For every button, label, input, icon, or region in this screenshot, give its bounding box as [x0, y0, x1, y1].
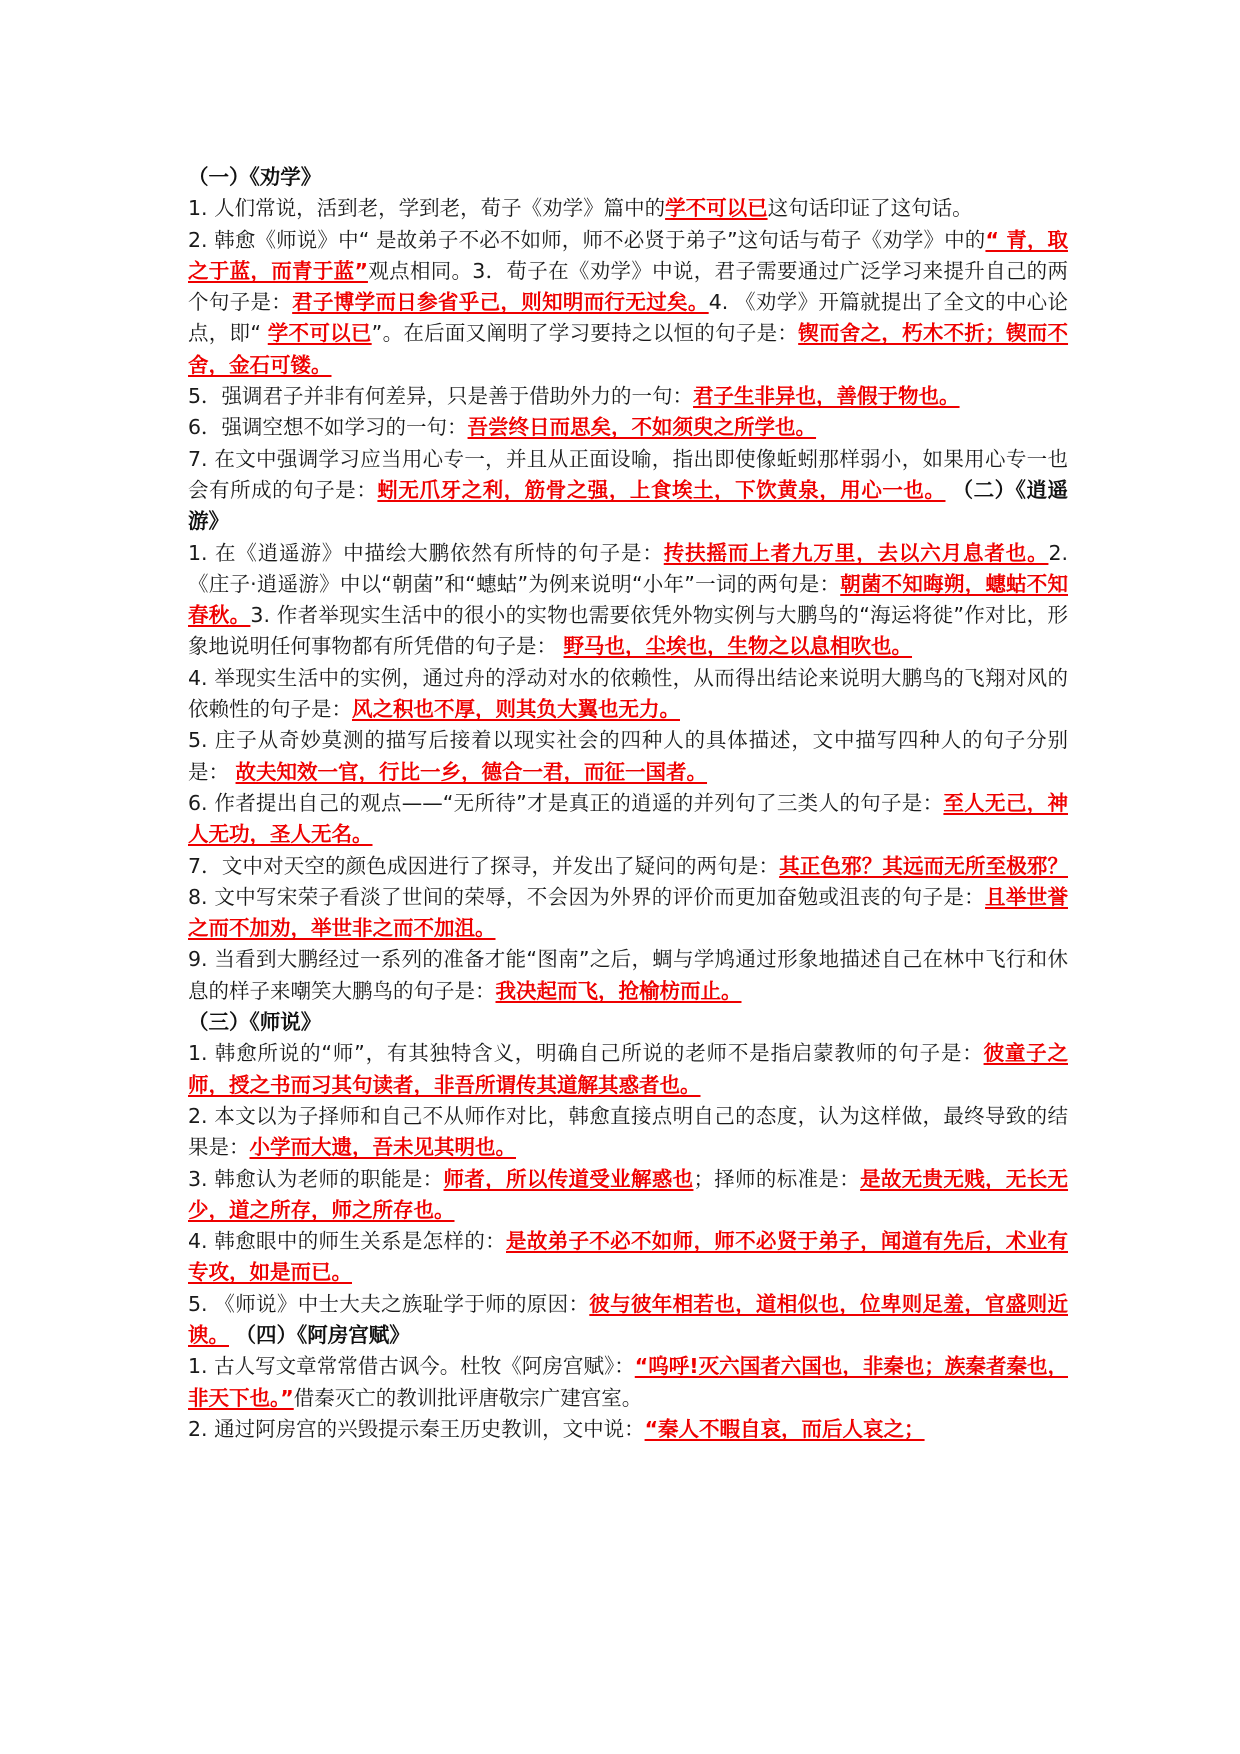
- document-page: [188, 162, 1068, 1445]
- answer-text: 是故弟子不必不如师，师不必贤于弟子，闻道有先后，术业有专攻，如是而已。: [188, 1229, 1069, 1285]
- answer-text: “呜呼!灭六国者六国也，非秦也；族秦者秦也，非天下也。”: [188, 1354, 1068, 1410]
- question-text: 8. 文中写宋荣子看淡了世间的荣辱，不会因为外界的评价而更加奋勉或沮丧的句子是：: [188, 884, 986, 909]
- question-text: 5. 庄子从奇妙莫测的描写后接着以现实社会的四种人的具体描述，文中描写四种人的句子分别是：: [188, 728, 1068, 784]
- paragraph: [188, 725, 1068, 788]
- section-heading: （一）《劝学》: [188, 165, 322, 189]
- paragraph: [188, 193, 1068, 224]
- question-text: 2. 韩愈《师说》中“ 是故弟子不必不如师，师不必贤于弟子”这句话与荀子《劝学》中的: [188, 227, 986, 252]
- answer-text: 我决起而飞，抢榆枋而止。: [495, 978, 742, 1003]
- answer-text: 君子博学而日参省乎己，则知明而行无过矣。: [292, 290, 709, 315]
- paragraph: [188, 663, 1068, 726]
- section-heading: （四）《阿房宫赋》: [235, 1322, 410, 1347]
- paragraph: [188, 1289, 1068, 1352]
- answer-text: 抟扶摇而上者九万里，去以六月息者也。: [663, 540, 1049, 565]
- paragraph: [188, 381, 1068, 412]
- question-text: 6. 作者提出自己的观点——“无所待”才是真正的逍遥的并列句了三类人的句子是：: [188, 790, 944, 815]
- answer-text: 其正色邪？其远而无所至极邪？: [779, 853, 1068, 878]
- question-text: 2. 《庄子·逍遥游》中以“朝菌”和“蟪蛄”为例来说明“小年”一词的两句是：: [188, 540, 1068, 596]
- question-text: 1. 人们常说，活到老，学到老，荀子《劝学》篇中的: [188, 196, 666, 221]
- answer-text: 且举世誉之而不加劝，举世非之而不加沮。: [188, 884, 1068, 941]
- answer-text: 学不可以已: [665, 196, 768, 221]
- paragraph: [188, 538, 1068, 663]
- question-text: 1. 在《逍遥游》中描绘大鹏依然有所恃的句子是：: [188, 540, 664, 565]
- question-text: 5．强调君子并非有何差异，只是善于借助外力的一句：: [188, 384, 694, 409]
- question-text: 5. 《师说》中士大夫之族耻学于师的原因：: [188, 1291, 590, 1316]
- question-text: 4. 韩愈眼中的师生关系是怎样的：: [188, 1229, 506, 1254]
- paragraph: [188, 851, 1068, 945]
- answer-text: 君子生非异也，善假于物也。: [693, 384, 960, 409]
- question-text: 1. 古人写文章常常借古讽今。杜牧《阿房宫赋》：: [188, 1354, 635, 1379]
- answer-text: 锲而舍之，朽木不折；锲而不舍，金石可镂。: [188, 321, 1069, 377]
- answer-text: 是故无贵无贱，无长无少，道之所存，师之所存也。: [188, 1166, 1069, 1222]
- question-text: 7．文中对天空的颜色成因进行了探寻，并发出了疑问的两句是：: [188, 853, 780, 878]
- answer-text: 学不可以已: [267, 321, 372, 346]
- paragraph: [188, 1101, 1068, 1164]
- question-text: 借秦灭亡的教训批评唐敬宗广建宫室。: [293, 1385, 643, 1410]
- question-text: ；择师的标准是：: [693, 1166, 861, 1191]
- answer-text: 风之积也不厚，则其负大翼也无力。: [352, 697, 680, 722]
- paragraph: [188, 1164, 1068, 1227]
- answer-text: 朝菌不知晦朔，蟪蛄不知春秋。: [188, 571, 1068, 628]
- paragraph: [188, 944, 1068, 1007]
- paragraph: [188, 1414, 1068, 1445]
- answer-text: 至人无己，神人无功，圣人无名。: [188, 790, 1068, 847]
- answer-text: 吾尝终日而思矣，不如须臾之所学也。: [467, 415, 817, 440]
- question-text: ”。在后面又阐明了学习要持之以恒的句子是：: [371, 321, 799, 346]
- question-text: 2. 本文以为子择师和自己不从师作对比，韩愈直接点明自己的态度，认为这样做，最终导致的结果是：: [188, 1103, 1068, 1160]
- paragraph: [188, 788, 1068, 851]
- paragraph: [188, 1038, 1068, 1101]
- answer-text: 彼童子之师，授之书而习其句读者，非吾所谓传其道解其惑者也。: [188, 1041, 1068, 1097]
- question-text: 7. 在文中强调学习应当用心专一，并且从正面设喻，指出即使像蚯蚓那样弱小，如果用心专一也会有所成的句子是：: [188, 446, 1068, 502]
- answer-text: 师者，所以传道受业解惑也: [443, 1166, 694, 1191]
- paragraph: [188, 1351, 1068, 1414]
- answer-text: “秦人不暇自哀，而后人哀之；: [644, 1416, 925, 1441]
- question-text: 观点相同。3．荀子在《劝学》中说，君子需要通过广泛学习来提升自己的两个句子是：: [188, 258, 1068, 315]
- section-heading: （二）《逍遥游》: [188, 477, 1069, 534]
- paragraph: [188, 444, 1068, 538]
- question-text: 4. 《劝学》开篇就提出了全文的中心论点，即“: [188, 290, 1068, 346]
- answer-text: 小学而大遗，吾未见其明也。: [249, 1135, 516, 1160]
- question-text: 6．强调空想不如学习的一句：: [188, 415, 468, 440]
- question-text: 这句话印证了这句话。: [767, 196, 973, 221]
- paragraph: [188, 1226, 1068, 1289]
- paragraph: [188, 412, 1068, 443]
- question-text: 3. 作者举现实生活中的很小的实物也需要依凭外物实例与大鹏鸟的“海运将徙”作对比，形象地说明任何事物都有所凭借的句子是：: [188, 603, 1068, 659]
- question-text: 4. 举现实生活中的实例，通过舟的浮动对水的依赖性，从而得出结论来说明大鹏鸟的飞翔对风的依赖性的句子是：: [188, 665, 1068, 722]
- paragraph: [188, 225, 1068, 381]
- question-text: 2. 通过阿房宫的兴毁提示秦王历史教训，文中说：: [188, 1416, 645, 1441]
- question-text: 1. 韩愈所说的“师”，有其独特含义，明确自己所说的老师不是指启蒙教师的句子是：: [188, 1041, 984, 1066]
- answer-text: 蚓无爪牙之利，筋骨之强，上食埃土，下饮黄泉，用心一也。: [377, 477, 946, 502]
- answer-text: 野马也，尘埃也，生物之以息相吹也。: [563, 634, 913, 659]
- question-text: 9. 当看到大鹏经过一系列的准备才能“图南”之后，蜩与学鸠通过形象地描述自己在林中飞行和休息的样子来嘲笑大鹏鸟的句子是：: [188, 947, 1068, 1003]
- answer-text: 彼与彼年相若也，道相似也，位卑则足羞，官盛则近谀。: [188, 1291, 1068, 1347]
- answer-text: 故夫知效一官，行比一乡，德合一君，而征一国者。: [235, 759, 708, 784]
- answer-text: “ 青，取之于蓝，而青于蓝”: [188, 227, 1068, 283]
- section-heading: （三）《师说》: [188, 1010, 322, 1035]
- question-text: 3. 韩愈认为老师的职能是：: [188, 1166, 444, 1191]
